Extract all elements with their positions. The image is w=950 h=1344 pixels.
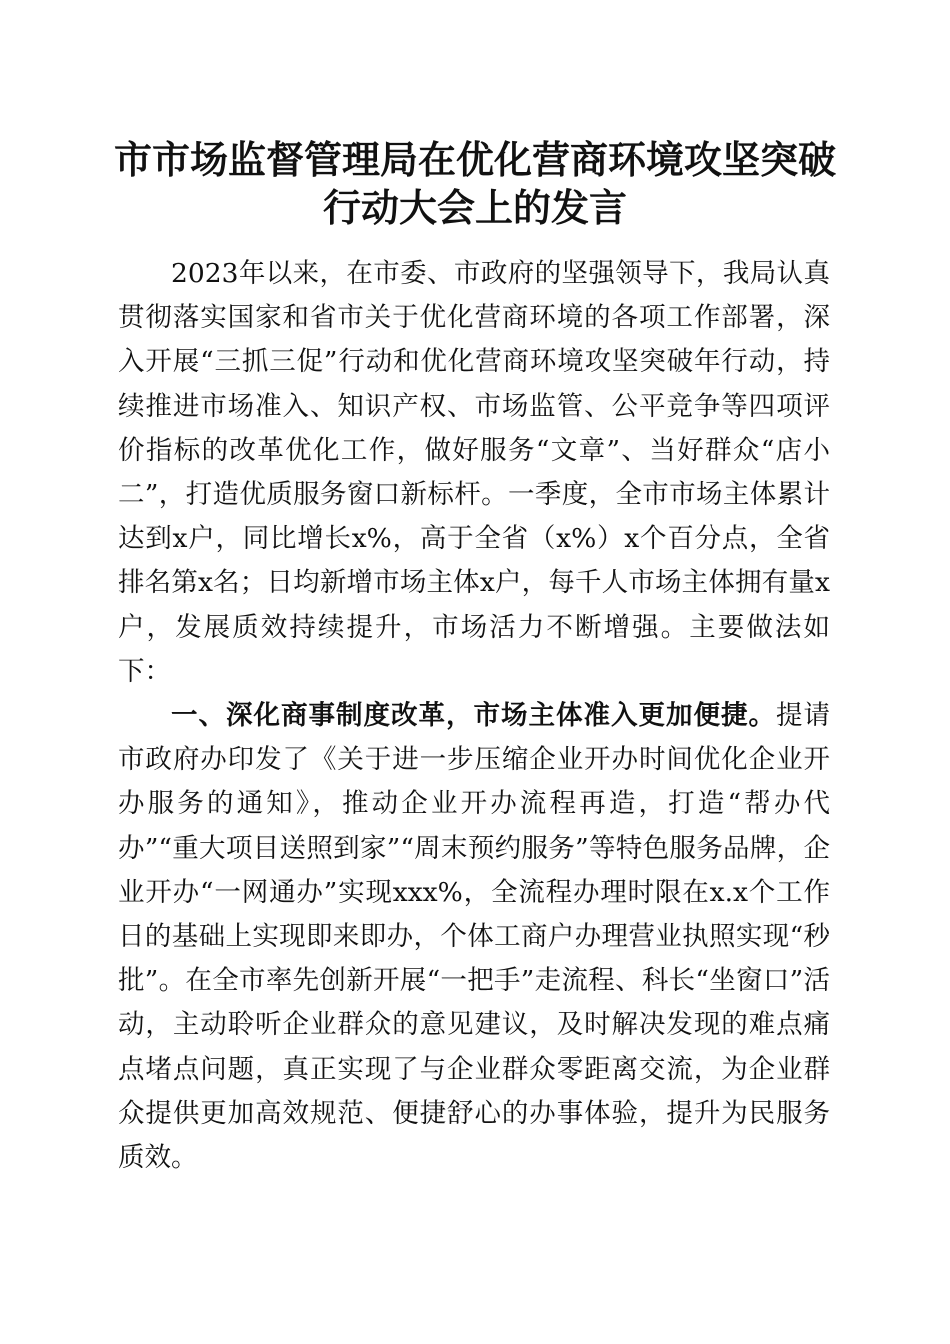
paragraph-intro-text: 2023年以来，在市委、市政府的坚强领导下，我局认真贯彻落实国家和省市关于优化营商环境的各项工作部署，深入开展“三抓三促”行动和优化营商环境攻坚突破年行动，持续推进市场准入、知识产权、市场监管、公平竞争等四项评价指标的改革优化工作，做好服务“文章”、当好群众“店小二”，打造优质服务窗口新标杆。一季度，全市市场主体累计达到x户，同比增长x%，高于全省（x%）x个百分点，全省排名第x名；日均新增市场主体x户，每千人市场主体拥有量x户，发展质效持续提升，市场活力不断增强。主要做法如下： bbox=[118, 258, 830, 687]
paragraph-section-1 bbox=[118, 694, 830, 1180]
document-body bbox=[118, 252, 830, 1180]
section-1-heading: 一、深化商事制度改革，市场主体准入更加便捷。 bbox=[171, 700, 776, 732]
paragraph-intro bbox=[118, 252, 830, 694]
document-title: 市市场监督管理局在优化营商环境攻坚突破行动大会上的发言 bbox=[113, 137, 836, 230]
section-1-text: 提请市政府办印发了《关于进一步压缩企业开办时间优化企业开办服务的通知》，推动企业开办流程再造，打造“帮办代办”“重大项目送照到家”“周末预约服务”等特色服务品牌，企业开办“一网通办”实现xxx%，全流程办理时限在x.x个工作日的基础上实现即来即办，个体工商户办理营业执照实现“秒批”。在全市率先创新开展“一把手”走流程、科长“坐窗口”活动，主动聆听企业群众的意见建议，及时解决发现的难点痛点堵点问题，真正实现了与企业群众零距离交流，为企业群众提供更加高效规范、便捷舒心的办事体验，提升为民服务质效。 bbox=[118, 700, 830, 1174]
